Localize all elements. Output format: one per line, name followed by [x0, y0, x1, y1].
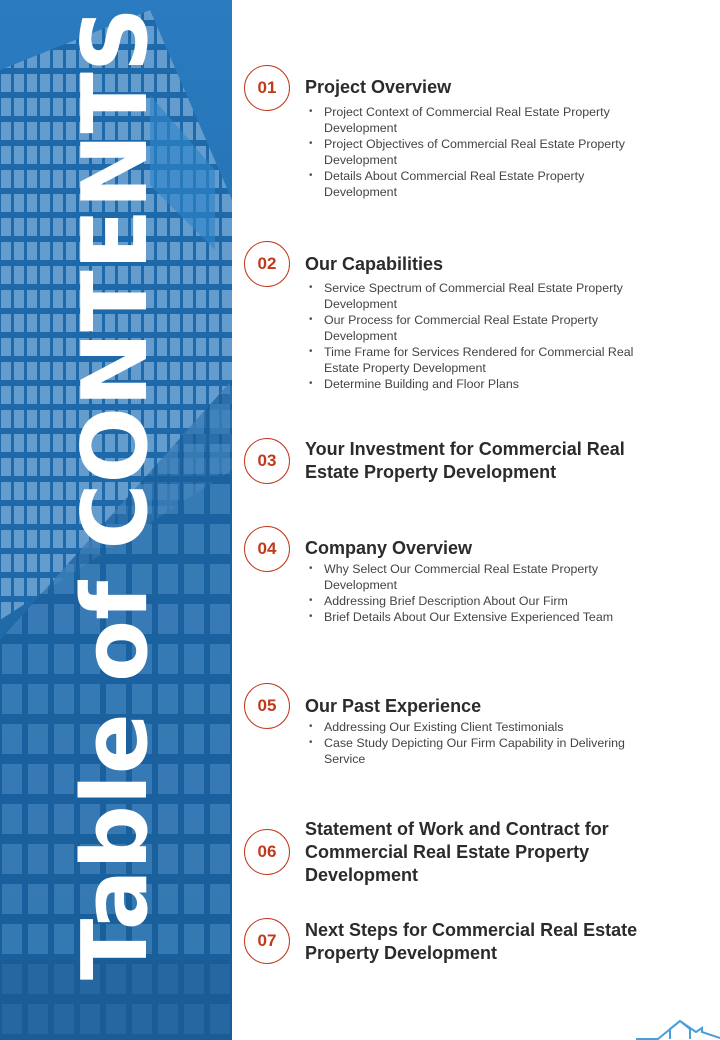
entry-number: 07 [244, 918, 290, 964]
list-item: • Why Select Our Commercial Real Estate Property Development [305, 561, 645, 593]
list-item: • Addressing Brief Description About Our Firm [305, 593, 645, 609]
entry-title: Project Overview [305, 77, 452, 97]
entry-title: Company Overview [305, 538, 473, 558]
entry-number: 01 [244, 65, 290, 111]
list-item: • Brief Details About Our Extensive Experienced Team [305, 609, 645, 625]
list-item: • Our Process for Commercial Real Estate Property Development [305, 312, 645, 344]
entry-title: Our Capabilities [305, 254, 444, 274]
entry-title: Statement of Work and Contract for Commercial Real Estate Property Development [305, 819, 609, 885]
cover-panel [0, 0, 232, 1040]
list-item: • Addressing Our Existing Client Testimonials [305, 719, 645, 735]
entry-items [305, 719, 645, 767]
entry-number: 02 [244, 241, 290, 287]
list-item: • Case Study Depicting Our Firm Capability in Delivering Service [305, 735, 645, 767]
house-outline-icon [636, 1012, 720, 1040]
list-item: • Determine Building and Floor Plans [305, 376, 645, 392]
entry-number: 06 [244, 829, 290, 875]
list-item: • Project Context of Commercial Real Estate Property Development [305, 104, 645, 136]
list-item: • Service Spectrum of Commercial Real Estate Property Development [305, 280, 645, 312]
entry-items [305, 280, 645, 392]
entry-title: Our Past Experience [305, 696, 482, 716]
entry-items [305, 104, 645, 200]
entry-title: Your Investment for Commercial Real Estate Property Development [305, 439, 625, 482]
list-item: • Time Frame for Services Rendered for Commercial Real Estate Property Development [305, 344, 645, 376]
entry-number: 05 [244, 683, 290, 729]
entry-number: 04 [244, 526, 290, 572]
entry-number: 03 [244, 438, 290, 484]
list-item: • Details About Commercial Real Estate Property Development [305, 168, 645, 200]
side-title: Table of CONTENTS [63, 7, 168, 980]
entry-title: Next Steps for Commercial Real Estate Property Development [305, 920, 638, 963]
entry-items [305, 561, 645, 625]
list-item: • Project Objectives of Commercial Real Estate Property Development [305, 136, 645, 168]
